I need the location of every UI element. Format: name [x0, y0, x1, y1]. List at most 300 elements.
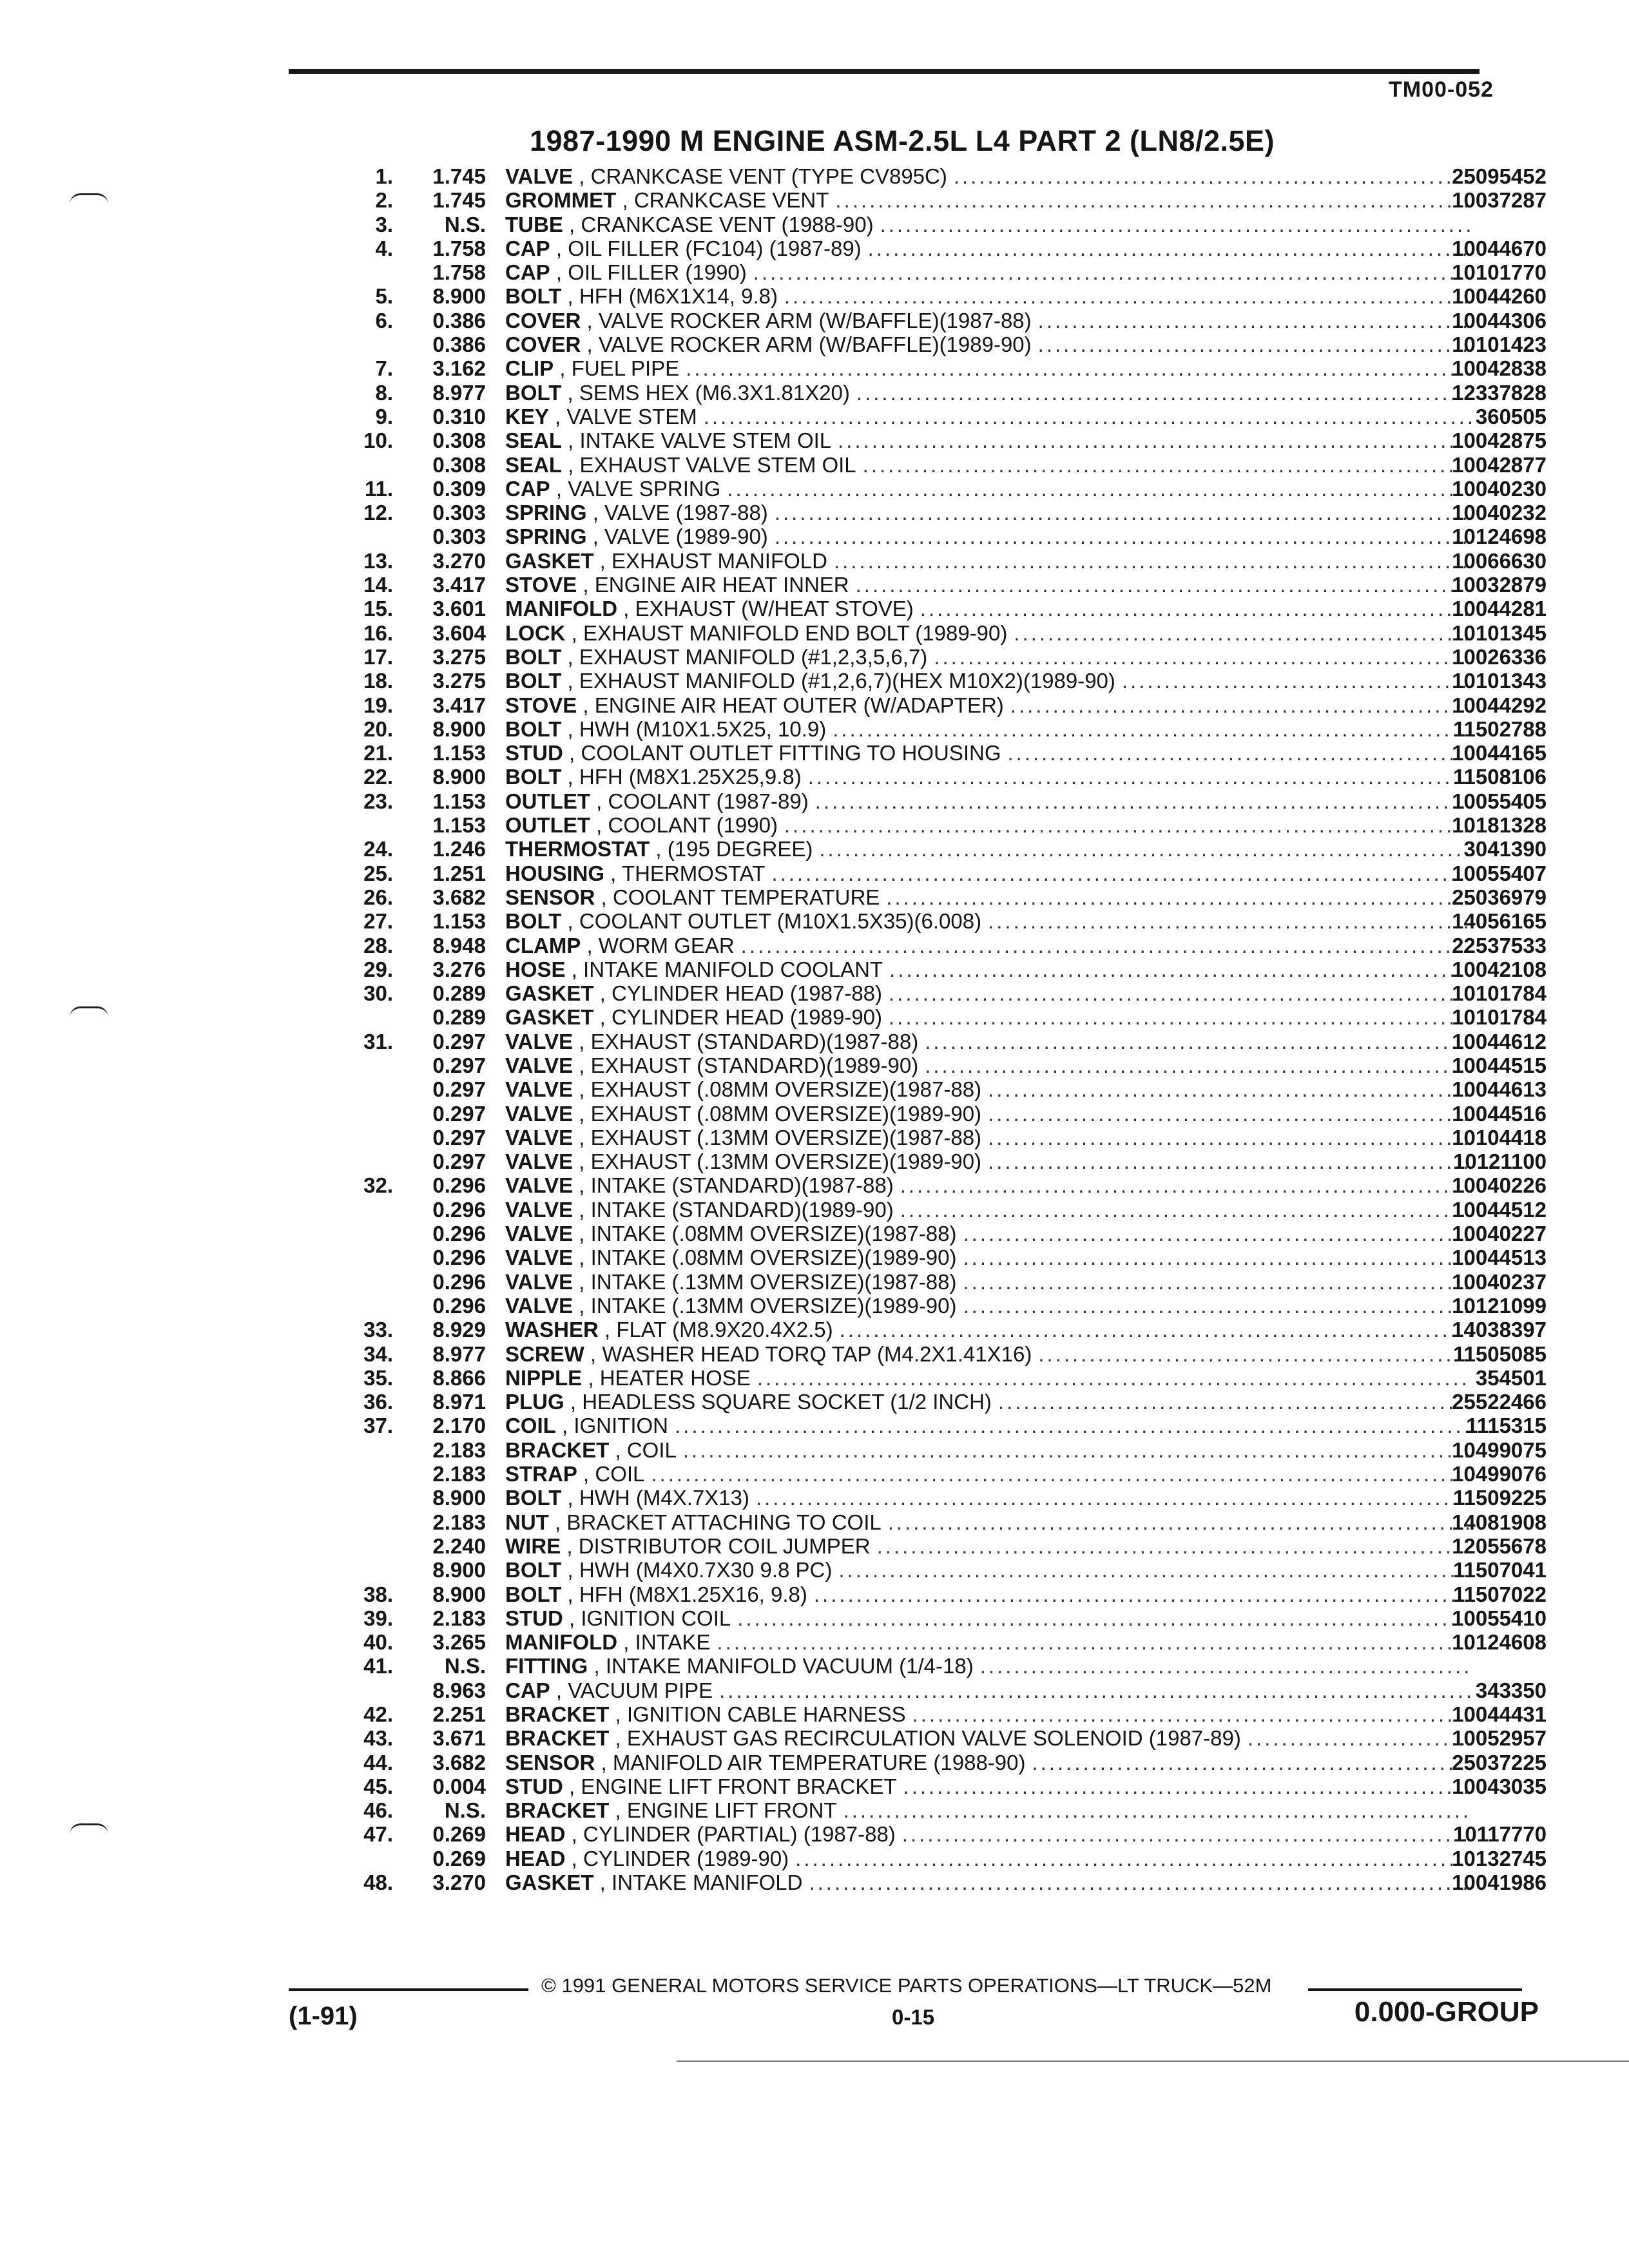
- part-row: [348, 260, 1547, 284]
- reference-number: 18.: [363, 669, 393, 693]
- part-description: THERMOSTAT , (195 DEGREE) .....: [505, 837, 1472, 861]
- part-description: MANIFOLD , EXHAUST (W/HEAT STOVE) .....: [505, 597, 1472, 620]
- part-description: CAP , VACUUM PIPE .....: [505, 1678, 1472, 1702]
- dot-leader: [710, 1630, 1472, 1654]
- part-name: VALVE: [505, 1077, 574, 1102]
- copyright-notice: © 1991 GENERAL MOTORS SERVICE PARTS OPERATIONS—LT TRUCK—52M: [541, 1974, 1272, 1997]
- part-name: STRAP: [505, 1462, 577, 1486]
- part-detail: CYLINDER (PARTIAL) (1987-88): [583, 1822, 896, 1847]
- part-row: [348, 1005, 1547, 1029]
- dot-leader: [713, 1678, 1472, 1702]
- part-description: VALVE , CRANKCASE VENT (TYPE CV895C) .....: [505, 164, 1472, 188]
- part-detail: INTAKE MANIFOLD VACUUM (1/4-18): [605, 1654, 974, 1678]
- part-description: BOLT , HWH (M4X0.7X30 9.8 PC) .....: [505, 1558, 1472, 1582]
- part-name: BOLT: [505, 765, 562, 789]
- part-number: 10040226: [1452, 1173, 1547, 1198]
- part-name: STOVE: [505, 573, 577, 597]
- group-number: 1.153: [432, 789, 486, 813]
- part-number: 10032879: [1452, 573, 1547, 597]
- part-name: STOVE: [505, 693, 577, 717]
- part-row: [348, 1294, 1547, 1318]
- part-number: 10055405: [1452, 789, 1547, 813]
- part-number: 11509225: [1452, 1486, 1547, 1510]
- part-row: [348, 1534, 1547, 1558]
- group-number: 0.297: [432, 1125, 486, 1149]
- part-row: [348, 1438, 1547, 1462]
- part-number: 10044260: [1452, 284, 1547, 309]
- part-detail: HEADLESS SQUARE SOCKET (1/2 INCH): [582, 1390, 992, 1414]
- part-row: [348, 813, 1547, 837]
- part-description: MANIFOLD , INTAKE .....: [505, 1630, 1472, 1654]
- group-number: 3.265: [432, 1630, 486, 1655]
- dot-leader: [768, 524, 1472, 548]
- reference-number: 16.: [363, 620, 393, 645]
- part-detail: EXHAUST (.08MM OVERSIZE)(1989-90): [590, 1101, 982, 1126]
- part-detail: EXHAUST (.13MM OVERSIZE)(1987-88): [590, 1125, 982, 1149]
- part-detail: HWH (M4X.7X13): [579, 1486, 749, 1510]
- part-name: VALVE: [505, 1101, 574, 1126]
- part-row: [348, 1486, 1547, 1510]
- part-detail: CYLINDER HEAD (1987-88): [612, 981, 883, 1006]
- part-description: GASKET , CYLINDER HEAD (1989-90) .....: [505, 1005, 1472, 1029]
- part-detail: EXHAUST GAS RECIRCULATION VALVE SOLENOID (1987-89): [626, 1726, 1241, 1751]
- reference-number: 25.: [363, 861, 393, 885]
- part-name: SEAL: [505, 452, 563, 477]
- part-description: KEY , VALVE STEM .....: [505, 405, 1472, 428]
- part-row: [348, 1822, 1547, 1846]
- part-row: [348, 837, 1547, 861]
- part-row: [348, 741, 1547, 765]
- dot-leader: [837, 1798, 1472, 1822]
- part-number: 354501: [1475, 1365, 1547, 1390]
- part-description: BOLT , EXHAUST MANIFOLD (#1,2,3,5,6,7) .....: [505, 645, 1472, 669]
- reference-number: 34.: [363, 1341, 393, 1366]
- dot-leader: [765, 861, 1472, 885]
- part-description: CAP , OIL FILLER (1990) .....: [505, 260, 1472, 284]
- part-row: [348, 1702, 1547, 1726]
- part-name: CAP: [505, 476, 550, 501]
- group-number: 1.758: [432, 260, 486, 285]
- part-detail: IGNITION: [574, 1414, 669, 1438]
- part-row: [348, 549, 1547, 573]
- group-number: 2.251: [432, 1702, 486, 1726]
- part-name: THERMOSTAT: [505, 837, 650, 861]
- part-detail: COOLANT (1990): [608, 813, 778, 838]
- part-number: 25036979: [1452, 885, 1547, 909]
- part-number: 10101423: [1452, 332, 1547, 357]
- reference-number: 4.: [375, 236, 393, 260]
- part-detail: INTAKE MANIFOLD: [612, 1870, 803, 1895]
- dot-leader: [882, 1510, 1472, 1534]
- part-row: [348, 1222, 1547, 1245]
- part-number: 10044165: [1452, 741, 1547, 765]
- part-row: [348, 501, 1547, 524]
- part-row: [348, 1774, 1547, 1798]
- part-detail: ENGINE AIR HEAT OUTER (W/ADAPTER): [594, 693, 1004, 717]
- group-number: 3.162: [432, 356, 486, 381]
- part-number: 10026336: [1452, 644, 1547, 669]
- part-name: BRACKET: [505, 1702, 610, 1726]
- part-number: 11507022: [1452, 1582, 1547, 1606]
- part-row: [348, 405, 1547, 428]
- part-row: [348, 909, 1547, 933]
- dot-leader: [850, 381, 1472, 405]
- reference-number: 23.: [363, 789, 393, 813]
- dot-leader: [644, 1462, 1472, 1486]
- part-number: 14038397: [1452, 1318, 1547, 1342]
- part-row: [348, 188, 1547, 212]
- group-number: N.S.: [444, 212, 486, 236]
- part-description: NUT , BRACKET ATTACHING TO COIL .....: [505, 1510, 1472, 1534]
- group-number: 1.758: [432, 236, 486, 260]
- dot-leader: [749, 1486, 1472, 1510]
- part-row: [348, 1102, 1547, 1126]
- part-number: 10055410: [1452, 1606, 1547, 1630]
- group-number: 3.417: [432, 693, 486, 717]
- part-name: VALVE: [505, 1245, 574, 1270]
- part-description: TUBE , CRANKCASE VENT (1988-90) .....: [505, 213, 1472, 236]
- part-row: [348, 1462, 1547, 1486]
- group-number: 8.900: [432, 284, 486, 309]
- part-row: [348, 1245, 1547, 1269]
- part-description: BRACKET , ENGINE LIFT FRONT .....: [505, 1798, 1472, 1822]
- group-number: 2.183: [432, 1437, 486, 1462]
- part-detail: INTAKE MANIFOLD COOLANT: [583, 957, 883, 981]
- part-name: BRACKET: [505, 1726, 610, 1751]
- reference-number: 22.: [363, 765, 393, 789]
- punch-hole-mark: [70, 1823, 108, 1834]
- reference-number: 28.: [363, 933, 393, 957]
- part-description: COVER , VALVE ROCKER ARM (W/BAFFLE)(1987-88) .....: [505, 309, 1472, 332]
- part-detail: ENGINE LIFT FRONT: [626, 1798, 837, 1823]
- part-number: 10052957: [1452, 1726, 1547, 1751]
- revision-date: (1-91): [289, 2002, 358, 2030]
- part-row: [348, 934, 1547, 957]
- part-description: GROMMET , CRANKCASE VENT .....: [505, 188, 1472, 212]
- part-detail: COOLANT TEMPERATURE: [612, 885, 880, 909]
- part-description: SEAL , EXHAUST VALVE STEM OIL .....: [505, 453, 1472, 477]
- part-row: [348, 765, 1547, 789]
- part-name: HEAD: [505, 1822, 566, 1847]
- group-number: 0.303: [432, 524, 486, 549]
- reference-number: 29.: [363, 957, 393, 981]
- group-number: 3.682: [432, 1750, 486, 1774]
- document-code: TM00-052: [1389, 77, 1494, 102]
- part-number: 10040237: [1452, 1269, 1547, 1294]
- group-number: 2.183: [432, 1462, 486, 1486]
- part-detail: BRACKET ATTACHING TO COIL: [566, 1510, 882, 1534]
- part-row: [348, 213, 1547, 236]
- dot-leader: [809, 789, 1472, 813]
- group-number: 0.297: [432, 1053, 486, 1077]
- part-detail: ENGINE AIR HEAT INNER: [594, 573, 849, 597]
- part-number: 25037225: [1452, 1750, 1547, 1774]
- group-number: N.S.: [444, 1654, 486, 1678]
- part-number: 10066630: [1452, 548, 1547, 573]
- reference-number: 10.: [363, 428, 393, 453]
- part-number: 10041986: [1452, 1870, 1547, 1895]
- dot-leader: [751, 1366, 1472, 1390]
- part-number: 10044515: [1452, 1053, 1547, 1077]
- group-number: 8.900: [432, 1486, 486, 1510]
- part-description: STOVE , ENGINE AIR HEAT INNER .....: [505, 573, 1472, 597]
- part-row: [348, 789, 1547, 813]
- part-name: BOLT: [505, 1486, 562, 1510]
- part-description: CLIP , FUEL PIPE .....: [505, 356, 1472, 380]
- part-detail: EXHAUST (STANDARD)(1987-88): [590, 1029, 919, 1053]
- part-detail: INTAKE (.13MM OVERSIZE)(1987-88): [590, 1269, 957, 1294]
- dot-leader: [831, 428, 1472, 452]
- part-row: [348, 885, 1547, 909]
- part-detail: (195 DEGREE): [667, 837, 813, 861]
- dot-leader: [974, 1654, 1472, 1678]
- part-description: OUTLET , COOLANT (1987-89) .....: [505, 789, 1472, 813]
- group-number: 1.153: [432, 909, 486, 934]
- part-detail: HEATER HOSE: [599, 1365, 751, 1390]
- reference-number: 19.: [363, 693, 393, 717]
- group-number: 1.153: [432, 741, 486, 765]
- part-number: 10101784: [1452, 981, 1547, 1006]
- part-description: BOLT , COOLANT OUTLET (M10X1.5X35)(6.008) .....: [505, 909, 1472, 933]
- part-row: [348, 381, 1547, 405]
- part-name: HOUSING: [505, 861, 605, 885]
- part-number: 10499076: [1452, 1462, 1547, 1486]
- dot-leader: [802, 765, 1472, 789]
- reference-number: 20.: [363, 716, 393, 741]
- reference-number: 8.: [375, 380, 393, 405]
- part-number: 10042875: [1452, 428, 1547, 453]
- part-description: SPRING , VALVE (1987-88) .....: [505, 501, 1472, 524]
- part-number: 10037287: [1452, 188, 1547, 213]
- part-number: 343350: [1475, 1678, 1547, 1702]
- part-detail: WASHER HEAD TORQ TAP (M4.2X1.41X16): [602, 1341, 1032, 1366]
- part-row: [348, 1270, 1547, 1294]
- part-row: [348, 284, 1547, 308]
- reference-number: 32.: [363, 1173, 393, 1198]
- part-row: [348, 1318, 1547, 1341]
- group-number: 0.297: [432, 1149, 486, 1174]
- dot-leader: [677, 1438, 1472, 1462]
- reference-number: 48.: [363, 1870, 393, 1895]
- part-name: OUTLET: [505, 789, 590, 813]
- part-row: [348, 1173, 1547, 1197]
- part-number: 10042108: [1452, 957, 1547, 981]
- part-number: 10044512: [1452, 1197, 1547, 1222]
- part-name: SPRING: [505, 524, 587, 549]
- dot-leader: [735, 934, 1472, 957]
- dot-leader: [813, 837, 1472, 861]
- part-description: HEAD , CYLINDER (PARTIAL) (1987-88) .....: [505, 1822, 1472, 1846]
- reference-number: 45.: [363, 1774, 393, 1798]
- part-row: [348, 1198, 1547, 1222]
- part-number: 10124608: [1452, 1630, 1547, 1655]
- part-description: WIRE , DISTRIBUTOR COIL JUMPER .....: [505, 1534, 1472, 1558]
- part-detail: THERMOSTAT: [621, 861, 766, 885]
- part-description: FITTING , INTAKE MANIFOLD VACUUM (1/4-18) .....: [505, 1654, 1472, 1678]
- part-row: [348, 1149, 1547, 1173]
- part-name: SEAL: [505, 428, 563, 453]
- part-detail: EXHAUST MANIFOLD (#1,2,3,5,6,7): [579, 644, 928, 669]
- reference-number: 9.: [375, 404, 393, 428]
- part-description: STOVE , ENGINE AIR HEAT OUTER (W/ADAPTER) .....: [505, 693, 1472, 717]
- part-row: [348, 1342, 1547, 1366]
- part-detail: FUEL PIPE: [571, 356, 680, 381]
- part-name: VALVE: [505, 1149, 574, 1174]
- part-row: [348, 645, 1547, 669]
- part-description: WASHER , FLAT (M8.9X20.4X2.5) .....: [505, 1318, 1472, 1341]
- group-number: 8.977: [432, 1341, 486, 1366]
- dot-leader: [906, 1702, 1472, 1726]
- part-description: STUD , COOLANT OUTLET FITTING TO HOUSING .....: [505, 741, 1472, 765]
- part-number: 25095452: [1452, 164, 1547, 188]
- part-number: 12055678: [1452, 1533, 1547, 1558]
- part-row: [348, 1654, 1547, 1678]
- group-number: 3.417: [432, 573, 486, 597]
- part-name: HEAD: [505, 1846, 566, 1870]
- part-number: 10044431: [1452, 1702, 1547, 1726]
- part-number: 10044306: [1452, 308, 1547, 332]
- group-number: 0.269: [432, 1846, 486, 1870]
- part-name: GASKET: [505, 548, 594, 573]
- part-detail: EXHAUST MANIFOLD END BOLT (1989-90): [583, 620, 1008, 645]
- reference-number: 11.: [364, 476, 393, 501]
- part-name: BOLT: [505, 380, 562, 405]
- reference-number: 41.: [363, 1654, 393, 1678]
- part-row: [348, 1126, 1547, 1149]
- reference-number: 42.: [363, 1702, 393, 1726]
- part-detail: EXHAUST (.08MM OVERSIZE)(1987-88): [590, 1077, 982, 1102]
- part-detail: INTAKE (.08MM OVERSIZE)(1989-90): [590, 1245, 957, 1270]
- reference-number: 17.: [363, 644, 393, 669]
- part-row: [348, 524, 1547, 548]
- part-row: [348, 693, 1547, 717]
- part-row: [348, 573, 1547, 597]
- part-description: VALVE , EXHAUST (STANDARD)(1989-90) .....: [505, 1053, 1472, 1077]
- part-name: SPRING: [505, 501, 587, 525]
- part-row: [348, 1053, 1547, 1077]
- part-row: [348, 861, 1547, 885]
- part-description: BRACKET , IGNITION CABLE HARNESS .....: [505, 1702, 1472, 1726]
- part-row: [348, 309, 1547, 332]
- part-number: 10101770: [1452, 260, 1547, 285]
- page-title: 1987-1990 M ENGINE ASM-2.5L L4 PART 2 (LN8/2.5E): [530, 124, 1275, 157]
- part-number: 10044281: [1452, 597, 1547, 621]
- reference-number: 27.: [363, 909, 393, 934]
- group-number: 0.296: [432, 1173, 486, 1198]
- part-description: HOSE , INTAKE MANIFOLD COOLANT .....: [505, 957, 1472, 981]
- part-description: GASKET , EXHAUST MANIFOLD .....: [505, 549, 1472, 573]
- group-number: 0.269: [432, 1822, 486, 1847]
- reference-number: 2.: [375, 188, 393, 213]
- part-detail: CYLINDER (1989-90): [583, 1846, 789, 1870]
- part-name: GASKET: [505, 1005, 594, 1030]
- part-name: STUD: [505, 741, 563, 765]
- part-detail: INTAKE: [635, 1630, 711, 1655]
- part-description: LOCK , EXHAUST MANIFOLD END BOLT (1989-90) .....: [505, 621, 1472, 645]
- part-number: 360505: [1475, 404, 1547, 428]
- reference-number: 44.: [363, 1750, 393, 1774]
- part-number: 10124698: [1452, 524, 1547, 549]
- part-row: [348, 1847, 1547, 1870]
- group-number: 8.900: [432, 1558, 486, 1582]
- group-number: 3.275: [432, 644, 486, 669]
- part-row: [348, 164, 1547, 188]
- reference-number: 15.: [363, 597, 393, 621]
- group-number: 8.866: [432, 1365, 486, 1390]
- group-number: 8.971: [432, 1390, 486, 1414]
- part-detail: VALVE (1989-90): [604, 524, 768, 549]
- part-number: 10181328: [1452, 813, 1547, 838]
- part-number: 1115315: [1466, 1414, 1547, 1438]
- part-row: [348, 621, 1547, 645]
- part-name: VALVE: [505, 1125, 574, 1149]
- group-number: N.S.: [444, 1798, 486, 1823]
- part-description: COIL , IGNITION .....: [505, 1414, 1472, 1437]
- group-number: 2.240: [432, 1533, 486, 1558]
- part-detail: INTAKE VALVE STEM OIL: [579, 428, 832, 453]
- dot-leader: [789, 1847, 1472, 1870]
- part-name: CAP: [505, 260, 550, 285]
- reference-number: 5.: [375, 284, 393, 309]
- part-detail: INTAKE (STANDARD)(1987-88): [590, 1173, 894, 1198]
- part-name: BOLT: [505, 1558, 562, 1582]
- page-number: 0-15: [892, 2005, 935, 2029]
- part-detail: COOLANT (1987-89): [608, 789, 809, 813]
- dot-leader: [826, 717, 1472, 741]
- part-number: 10044613: [1452, 1077, 1547, 1102]
- part-description: BOLT , HFH (M8X1.25X16, 9.8) .....: [505, 1582, 1472, 1606]
- top-rule: [289, 69, 1480, 74]
- dot-leader: [896, 1822, 1472, 1846]
- part-detail: SEMS HEX (M6.3X1.81X20): [579, 380, 850, 405]
- part-name: VALVE: [505, 164, 574, 188]
- dot-leader: [668, 1414, 1472, 1437]
- part-detail: VALVE ROCKER ARM (W/BAFFLE)(1987-88): [598, 308, 1032, 332]
- dot-leader: [832, 1558, 1472, 1582]
- reference-number: 7.: [375, 356, 393, 381]
- dot-leader: [871, 1534, 1472, 1558]
- footer-rule-left: [289, 1988, 528, 1991]
- scan-artifact-line: [677, 2061, 1629, 2062]
- part-description: BRACKET , COIL .....: [505, 1438, 1472, 1462]
- group-label: 0.000-GROUP: [1354, 1996, 1539, 2028]
- reference-number: 1.: [375, 164, 393, 188]
- part-row: [348, 1366, 1547, 1390]
- part-name: STUD: [505, 1606, 563, 1630]
- part-name: SENSOR: [505, 1750, 595, 1774]
- part-description: VALVE , INTAKE (.13MM OVERSIZE)(1989-90) .....: [505, 1294, 1472, 1318]
- reference-number: 47.: [363, 1822, 393, 1847]
- part-row: [348, 332, 1547, 356]
- part-row: [348, 1726, 1547, 1750]
- dot-leader: [807, 1582, 1472, 1606]
- dot-leader: [856, 453, 1472, 477]
- group-number: 0.296: [432, 1245, 486, 1270]
- part-name: STUD: [505, 1774, 563, 1798]
- part-description: BOLT , HFH (M6X1X14, 9.8) .....: [505, 284, 1472, 308]
- part-row: [348, 356, 1547, 380]
- group-number: 0.296: [432, 1293, 486, 1318]
- part-detail: CYLINDER HEAD (1989-90): [612, 1005, 883, 1030]
- part-description: GASKET , CYLINDER HEAD (1987-88) .....: [505, 981, 1472, 1005]
- part-number: 10044516: [1452, 1101, 1547, 1126]
- part-row: [348, 717, 1547, 741]
- reference-number: 37.: [363, 1414, 393, 1438]
- part-row: [348, 236, 1547, 260]
- part-detail: VALVE ROCKER ARM (W/BAFFLE)(1989-90): [598, 332, 1032, 357]
- group-number: 8.948: [432, 933, 486, 957]
- dot-leader: [747, 260, 1472, 284]
